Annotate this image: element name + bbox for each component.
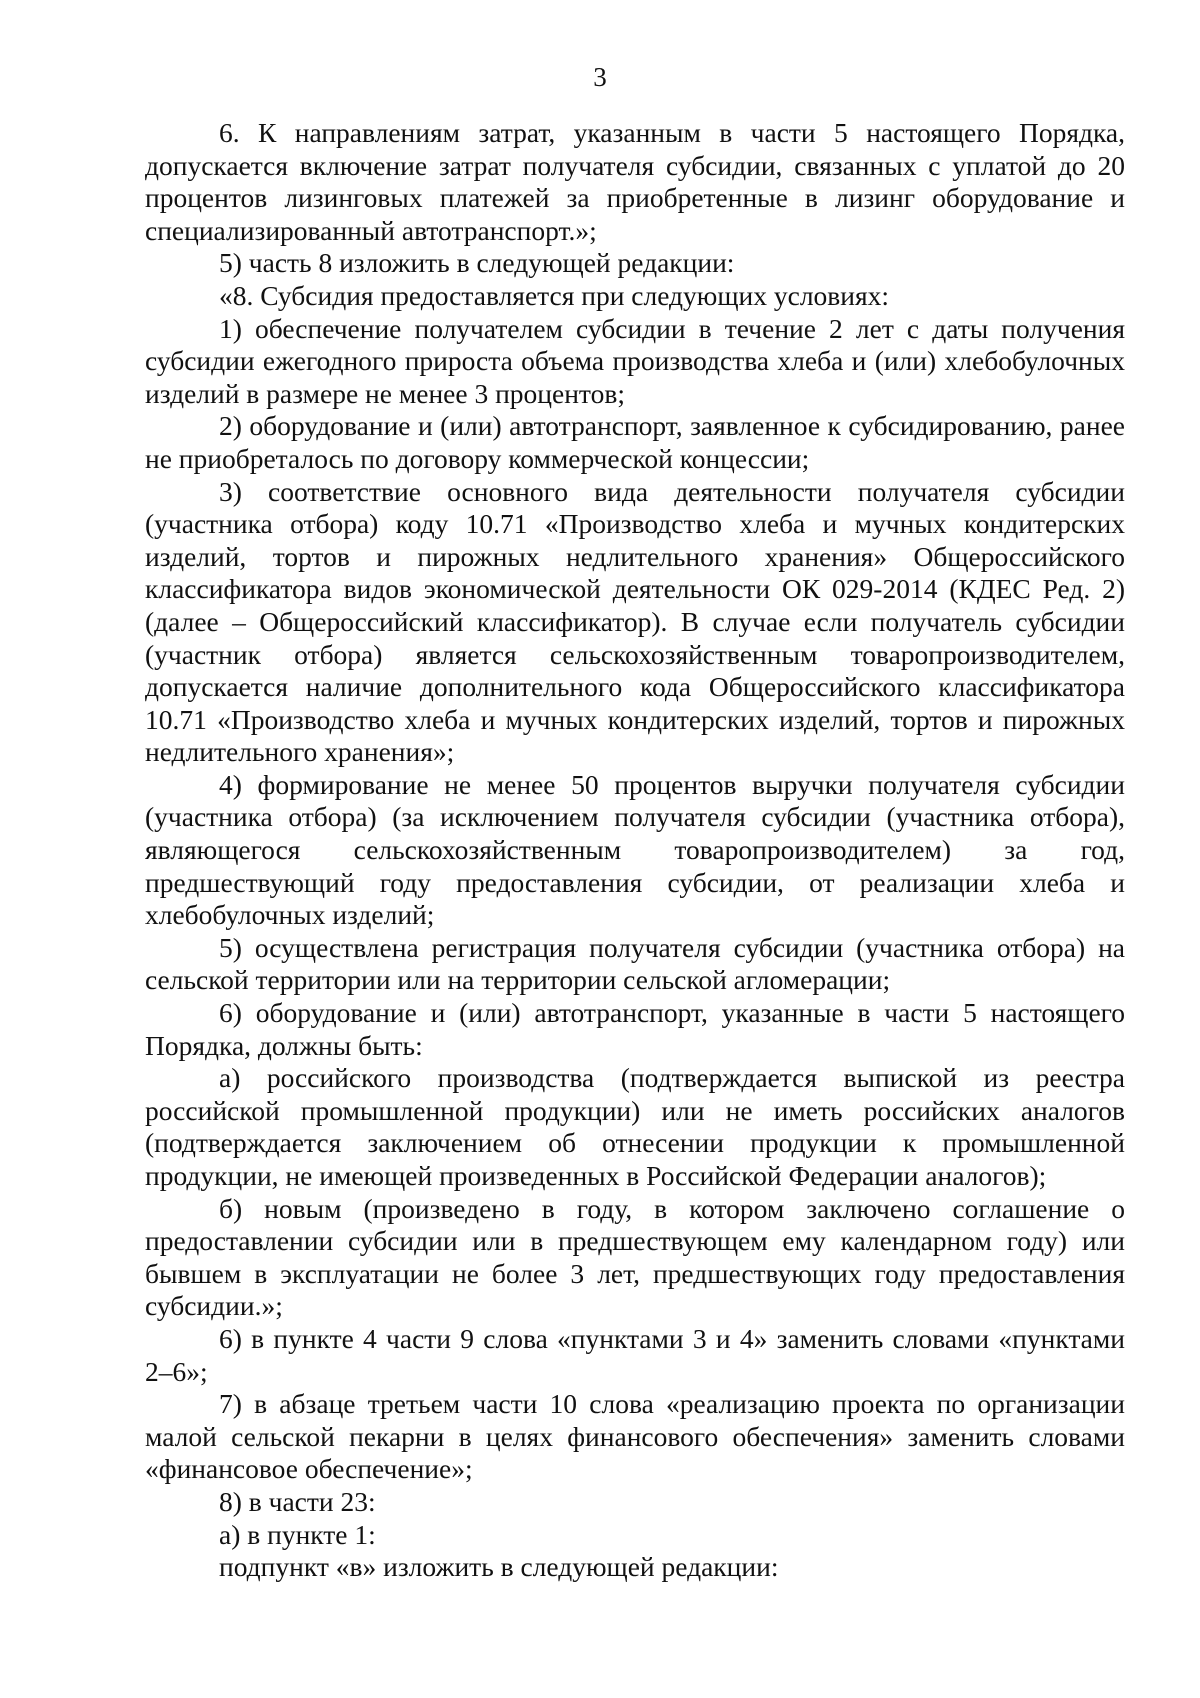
paragraph-item-8: 8) в части 23: (219, 1485, 376, 1517)
paragraph-subpoint-v: подпункт «в» изложить в следующей редакции: (219, 1551, 779, 1583)
paragraph-condition-2: 2) оборудование и (или) автотранспорт, заявленное к субсидированию, ранее не приобреталось по договору коммерческой концессии; (145, 410, 1125, 474)
paragraph-part-8-heading: «8. Субсидия предоставляется при следующих условиях: (219, 279, 890, 311)
paragraph-item-5: 5) часть 8 изложить в следующей редакции: (219, 247, 735, 279)
paragraph-subitem-b: б) новым (произведено в году, в котором заключено соглашение о предоставлении субсидии или в предшествующем ему календарном году) или бывшем в эксплуатации не более 3 лет, предшествующих году предоставления субсидии.»; (145, 1192, 1125, 1322)
paragraph-item-7: 7) в абзаце третьем части 10 слова «реализацию проекта по организации малой сельской пекарни в целях финансового обеспечения» заменить словами «финансовое обеспечение»; (145, 1388, 1125, 1485)
paragraph-condition-1: 1) обеспечение получателем субсидии в течение 2 лет с даты получения субсидии ежегодного прироста объема производства хлеба и (или) хлебобулочных изделий в размере не менее 3 процентов; (145, 312, 1125, 409)
paragraph-condition-5: 5) осуществлена регистрация получателя субсидии (участника отбора) на сельской территории или на территории сельской агломерации; (145, 931, 1125, 996)
document-body (145, 117, 1125, 1584)
paragraph-condition-3: 3) соответствие основного вида деятельности получателя субсидии (участника отбора) коду 10.71 «Производство хлеба и мучных кондитерских изделий, тортов и пирожных недлительного хранения» Общероссийского классификатора видов экономической деятельности ОК 029-2014 (КДЕС Ред. 2) (далее – Общероссийский классификатор). В случае если получатель субсидии (участник отбора) является сельскохозяйственным товаропроизводителем, допускается наличие дополнительного кода Общероссийского классификатора 10.71 «Производство хлеба и мучных кондитерских изделий, тортов и пирожных недлительного хранения»; (145, 475, 1125, 768)
paragraph-item-6: 6) в пункте 4 части 9 слова «пунктами 3 и 4» заменить словами «пунктами 2–6»; (145, 1322, 1125, 1387)
page-number: 3 (593, 62, 607, 92)
paragraph-item-8a: а) в пункте 1: (219, 1518, 376, 1550)
paragraph-part-6-leasing: 6. К направлениям затрат, указанным в части 5 настоящего Порядка, допускается включение затрат получателя субсидии, связанных с уплатой до 20 процентов лизинговых платежей за приобретенные в лизинг оборудование и специализированный автотранспорт.»; (145, 117, 1125, 246)
paragraph-condition-4: 4) формирование не менее 50 процентов выручки получателя субсидии (участника отбора) (за исключением получателя субсидии (участника отбора), являющегося сельскохозяйственным товаропроизводителем) за год, предшествующий году предоставления субсидии, от реализации хлеба и хлебобулочных изделий; (145, 768, 1125, 931)
paragraph-condition-6: 6) оборудование и (или) автотранспорт, указанные в части 5 настоящего Порядка, должны быть: (145, 997, 1125, 1061)
paragraph-subitem-a: а) российского производства (подтверждается выпиской из реестра российской промышленной продукции) или не иметь российских аналогов (подтверждается заключением об отнесении продукции к промышленной продукции, не имеющей произведенных в Российской Федерации аналогов); (145, 1062, 1125, 1191)
